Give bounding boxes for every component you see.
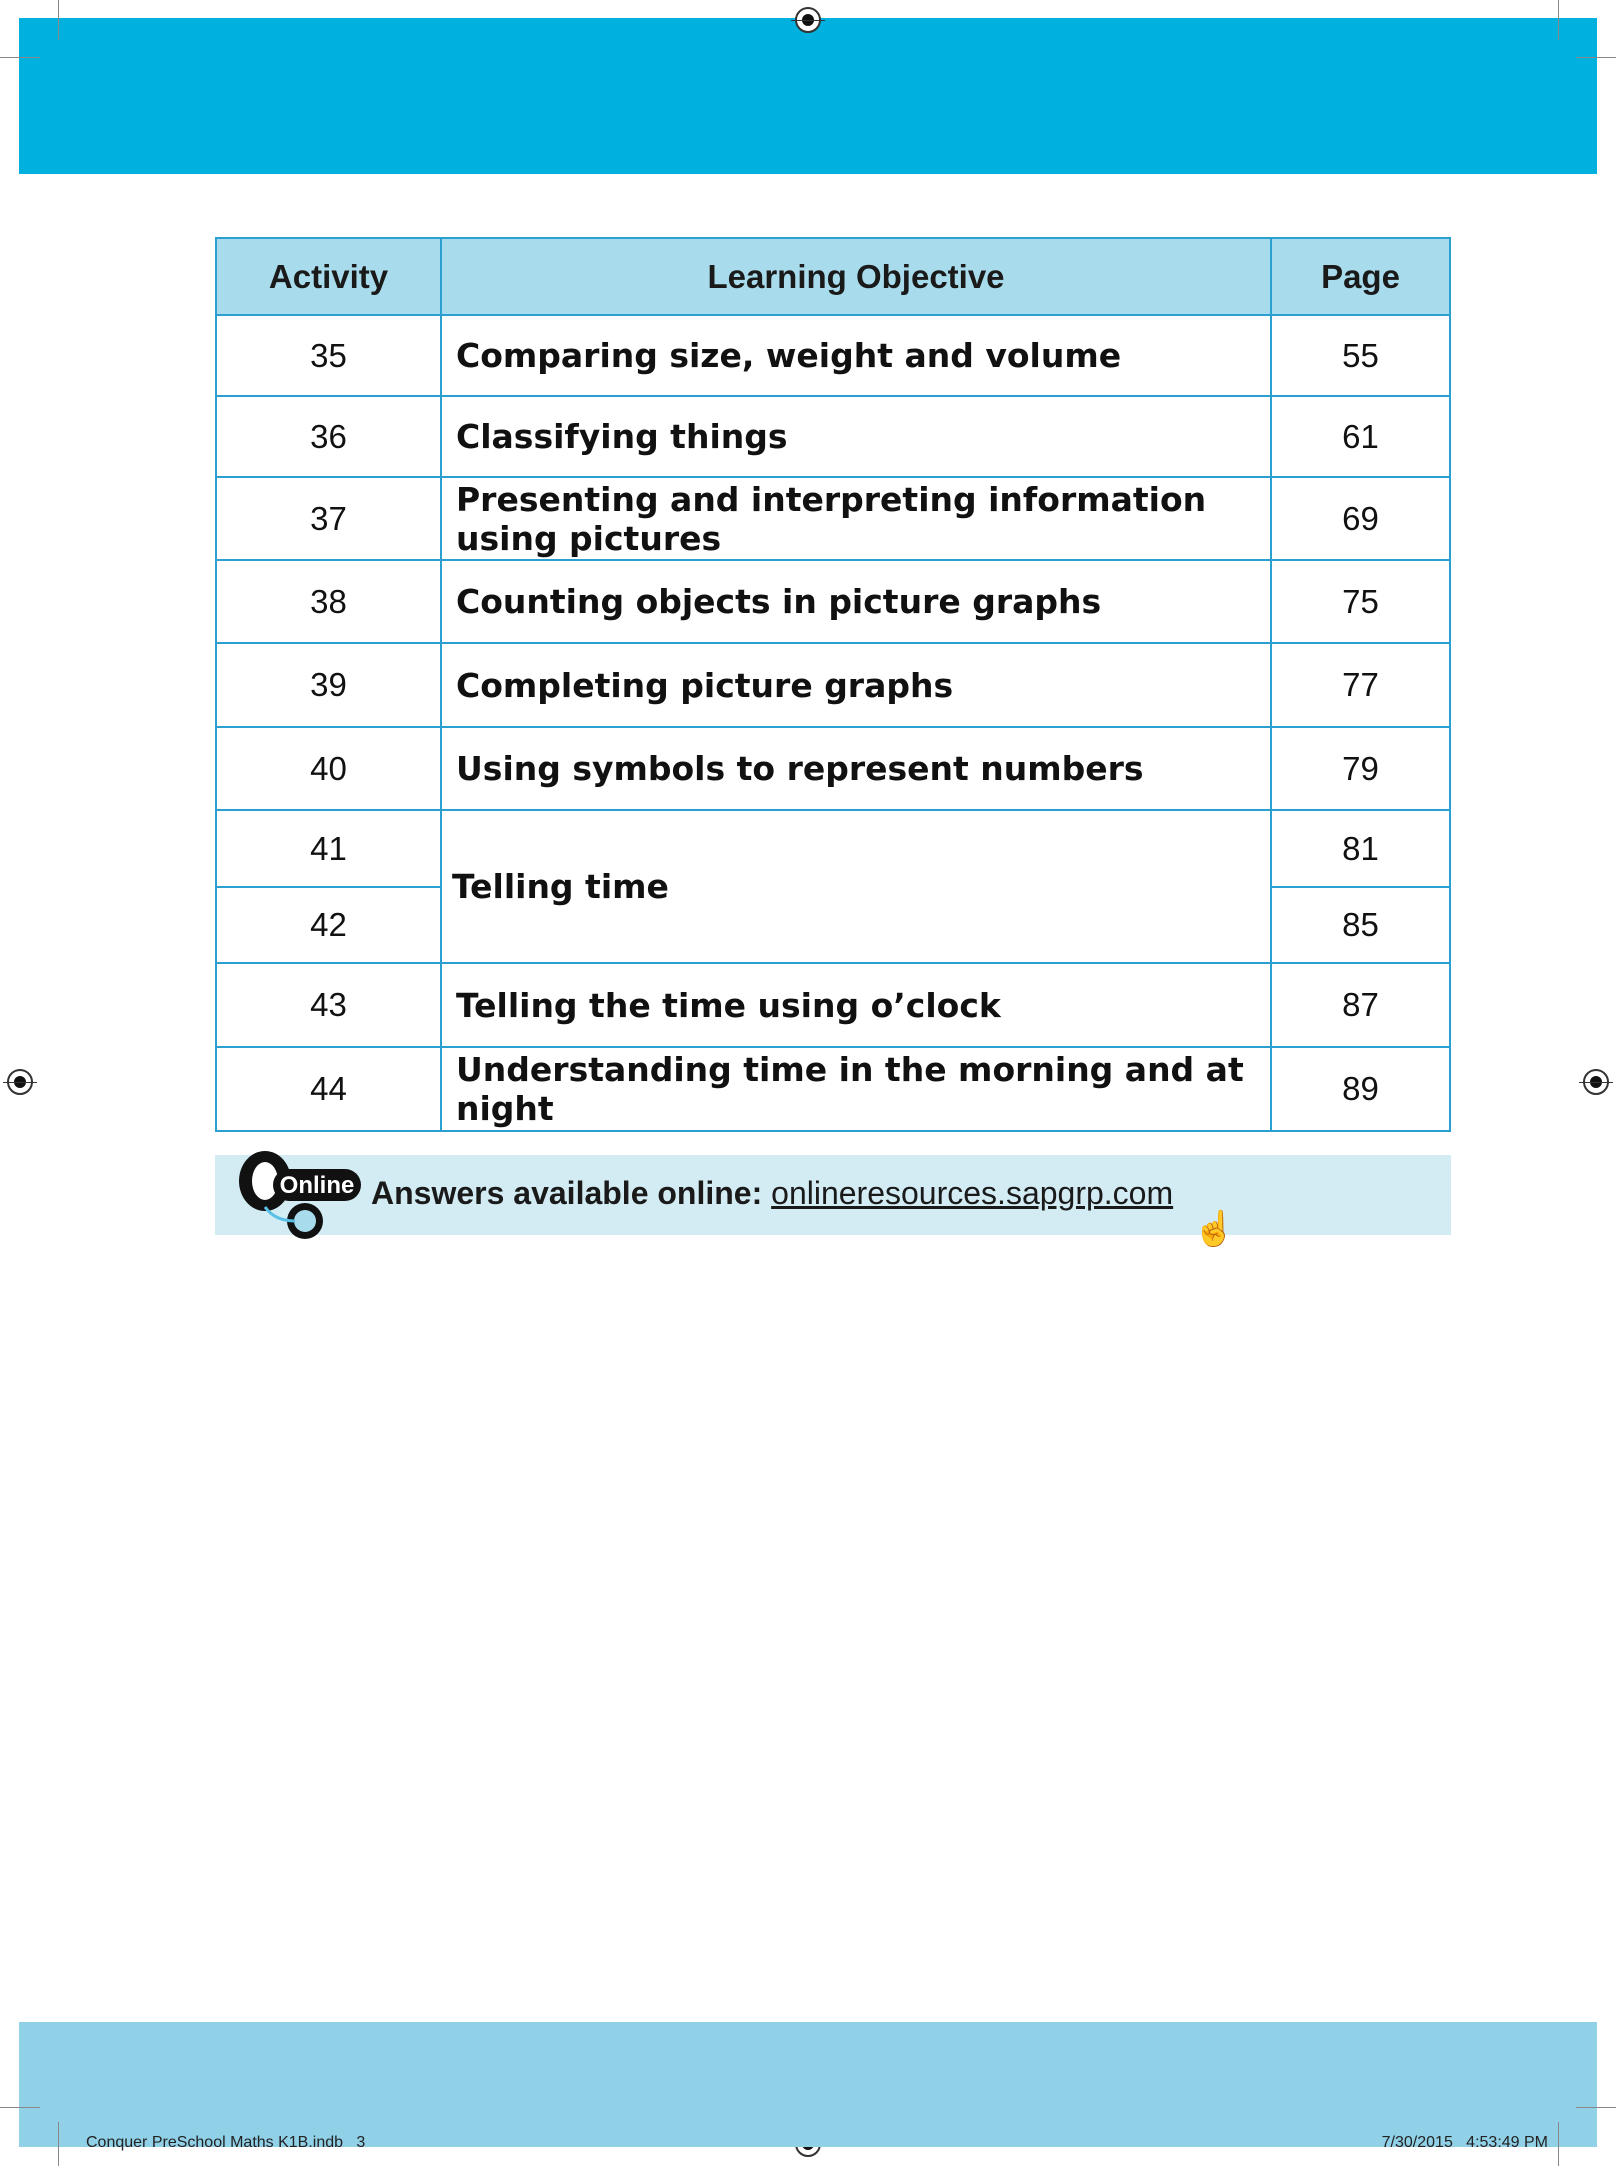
activity-number: 39: [216, 643, 441, 727]
header-page: Page: [1271, 238, 1450, 315]
activity-number: 44: [216, 1047, 441, 1131]
table-row: [216, 963, 1450, 1047]
table-row: [216, 727, 1450, 810]
page-number: 77: [1271, 643, 1450, 727]
crop-mark: [0, 2107, 40, 2108]
table-row: [216, 477, 1450, 560]
page-number: 89: [1271, 1047, 1450, 1131]
top-color-band: [19, 18, 1597, 174]
table-row: [216, 1047, 1450, 1131]
answers-link[interactable]: onlineresources.sapgrp.com: [771, 1175, 1174, 1211]
page-number: 79: [1271, 727, 1450, 810]
page-number: 85: [1271, 887, 1450, 963]
crop-mark: [58, 2122, 59, 2166]
answers-text: [371, 1175, 1173, 1212]
activity-number: 37: [216, 477, 441, 560]
header-objective: Learning Objective: [441, 238, 1271, 315]
crop-mark: [0, 57, 40, 58]
crop-mark: [1576, 2107, 1616, 2108]
objective: Telling the time using o’clock: [441, 963, 1271, 1047]
footer-filename: Conquer PreSchool Maths K1B.indb 3: [86, 2134, 366, 2151]
activity-number: 40: [216, 727, 441, 810]
page-number: 81: [1271, 810, 1450, 887]
table-header-row: [216, 238, 1450, 315]
registration-mark-icon: [7, 1069, 33, 1095]
footer-timestamp: 7/30/2015 4:53:49 PM: [1381, 2134, 1548, 2151]
table-row: [216, 560, 1450, 643]
page-number: 55: [1271, 315, 1450, 396]
objective: Using symbols to represent numbers: [441, 727, 1271, 810]
registration-mark-icon: [795, 7, 821, 33]
online-logo-text: Online: [279, 1172, 355, 1199]
objective: Telling time: [441, 810, 1271, 963]
crop-mark: [1558, 0, 1559, 40]
activity-number: 41: [216, 810, 441, 887]
online-answers-banner: [215, 1155, 1451, 1248]
contents-table: [215, 237, 1451, 1132]
crop-mark: [1576, 57, 1616, 58]
objective: Classifying things: [441, 396, 1271, 477]
page-number: 75: [1271, 560, 1450, 643]
objective: Presenting and interpreting information using pictures: [441, 477, 1271, 560]
table-row: [216, 810, 1450, 887]
objective: Completing picture graphs: [441, 643, 1271, 727]
objective: Understanding time in the morning and at night: [441, 1047, 1271, 1131]
table-row: [216, 396, 1450, 477]
page-number: 69: [1271, 477, 1450, 560]
page-number: 87: [1271, 963, 1450, 1047]
online-logo-icon: [235, 1147, 365, 1243]
crop-mark: [58, 0, 59, 40]
activity-number: 38: [216, 560, 441, 643]
objective: Comparing size, weight and volume: [441, 315, 1271, 396]
activity-number: 35: [216, 315, 441, 396]
header-activity: Activity: [216, 238, 441, 315]
activity-number: 42: [216, 887, 441, 963]
crop-mark: [1558, 2122, 1559, 2166]
pointer-hand-icon: ☝: [1193, 1210, 1236, 1248]
objective: Counting objects in picture graphs: [441, 560, 1271, 643]
activity-number: 43: [216, 963, 441, 1047]
table-row: [216, 643, 1450, 727]
answers-label: Answers available online:: [371, 1175, 763, 1211]
bottom-color-band: [19, 2022, 1597, 2147]
registration-mark-icon: [1583, 1069, 1609, 1095]
activity-number: 36: [216, 396, 441, 477]
page-number: 61: [1271, 396, 1450, 477]
table-row: [216, 315, 1450, 396]
